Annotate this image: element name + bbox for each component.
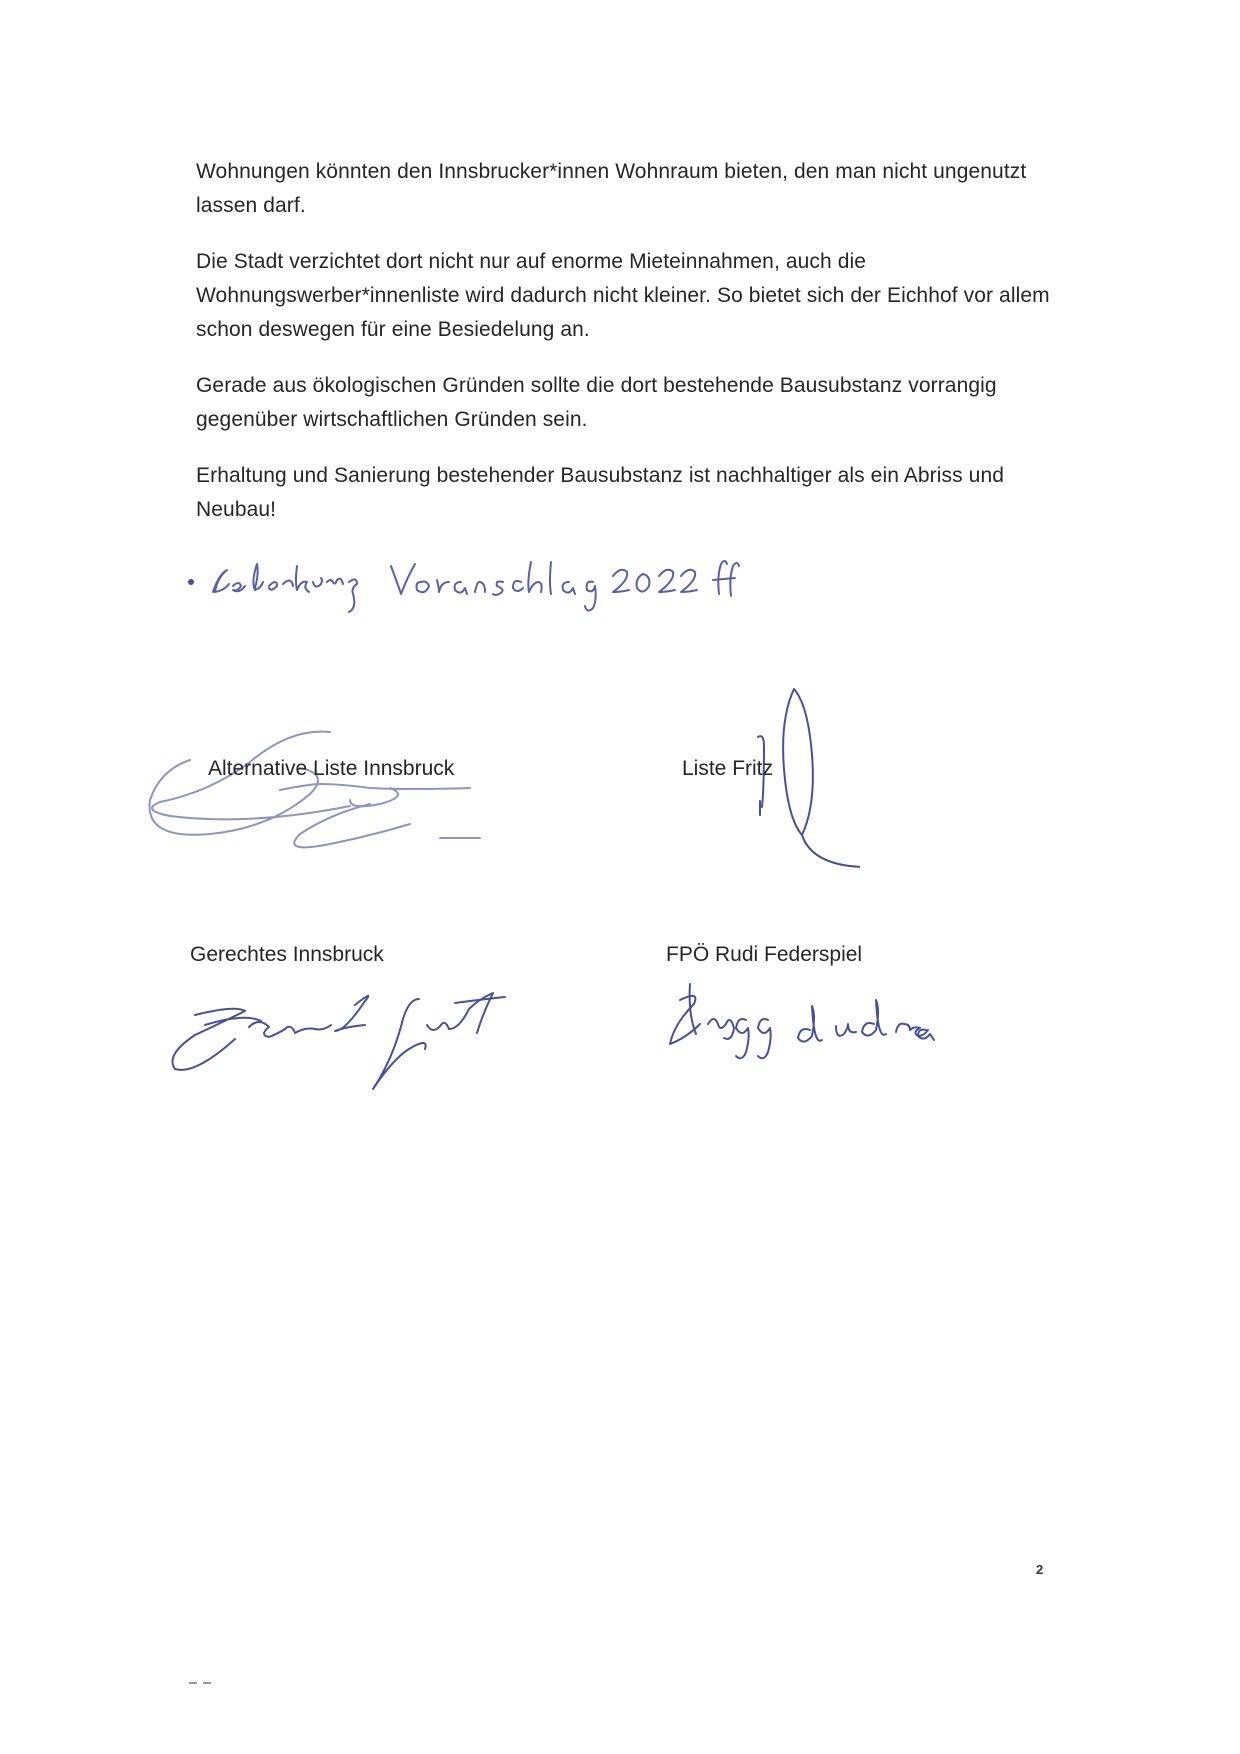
signatory-label: Gerechtes Innsbruck	[190, 943, 384, 966]
signature-liste-fritz	[720, 685, 860, 900]
handwritten-note	[185, 552, 795, 632]
signature-fpoe	[660, 980, 950, 1080]
body-text	[196, 155, 1076, 549]
paragraph: Die Stadt verzichtet dort nicht nur auf enorme Mieteinnahmen, auch die Wohnungswerber*innenliste wird dadurch nicht kleiner. So bietet sich der Eichhof vor allem schon deswegen für eine Besiedelung an.	[196, 250, 1050, 341]
signatory-label: FPÖ Rudi Federspiel	[666, 943, 863, 966]
signature-alternative-liste	[140, 720, 520, 870]
paragraph: Wohnungen könnten den Innsbrucker*innen Wohnraum bieten, den man nicht ungenutzt lassen darf.	[196, 160, 1027, 217]
page-number: 2	[1036, 1562, 1044, 1577]
signatory-label: Liste Fritz	[682, 757, 774, 780]
signatory-label: Alternative Liste Innsbruck	[208, 757, 455, 780]
signature-gerechtes-innsbruck	[165, 985, 535, 1090]
scan-mark	[188, 1680, 214, 1686]
paragraph: Erhaltung und Sanierung bestehender Bausubstanz ist nachhaltiger als ein Abriss und Neubau!	[196, 464, 1005, 521]
paragraph: Gerade aus ökologischen Gründen sollte die dort bestehende Bausubstanz vorrangig gegenüber wirtschaftlichen Gründen sein.	[196, 374, 997, 431]
